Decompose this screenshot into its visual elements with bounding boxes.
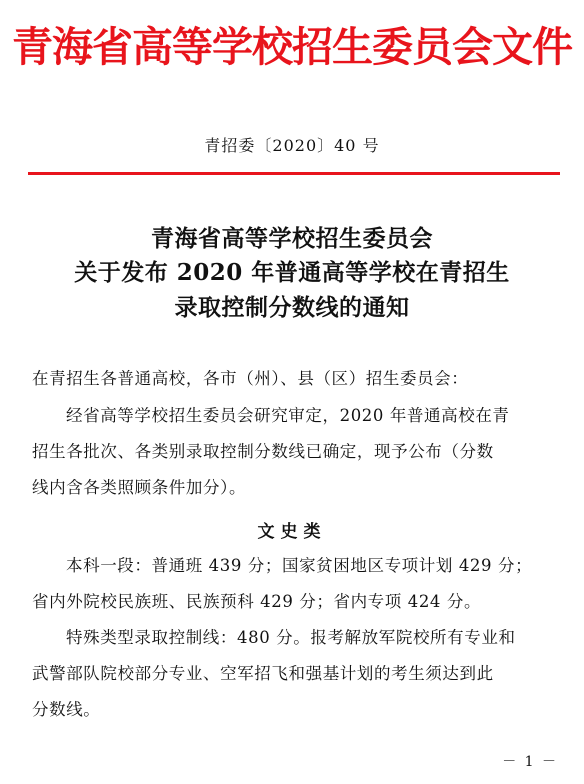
notice-title-line-2: 关于发布 2020 年普通高等学校在青招生: [74, 259, 510, 286]
paragraph-2-line-1: 本科一段：普通班 439 分；国家贫困地区专项计划 429 分；: [66, 556, 533, 575]
document-number: 青招委〔2020〕40 号: [204, 136, 380, 155]
paragraph-2-line-2: 省内外院校民族班、民族预科 429 分；省内专项 424 分。: [32, 592, 482, 611]
red-divider-line: [28, 172, 560, 175]
paragraph-3-line-3: 分数线。: [32, 700, 101, 719]
document-header-title: 青海省高等学校招生委员会文件: [12, 23, 572, 71]
paragraph-1-line-3: 线内含各类照顾条件加分）。: [32, 478, 247, 497]
paragraph-3-line-2: 武警部队院校部分专业、空军招飞和强基计划的考生须达到此: [32, 664, 494, 683]
paragraph-1-line-1: 经省高等学校招生委员会研究审定，2020 年普通高校在青: [66, 406, 510, 425]
paragraph-1-line-2: 招生各批次、各类别录取控制分数线已确定，现予公布（分数: [32, 442, 494, 461]
paragraph-3-line-1: 特殊类型录取控制线：480 分。报考解放军院校所有专业和: [66, 628, 516, 647]
notice-title-line-1: 青海省高等学校招生委员会: [151, 225, 433, 252]
salutation: 在青招生各普通高校，各市（州）、县（区）招生委员会：: [32, 369, 469, 388]
section-heading-liberal-arts: 文史类: [257, 522, 327, 542]
notice-title-line-3: 录取控制分数线的通知: [174, 294, 410, 321]
page-number: － 1 －: [502, 754, 558, 770]
